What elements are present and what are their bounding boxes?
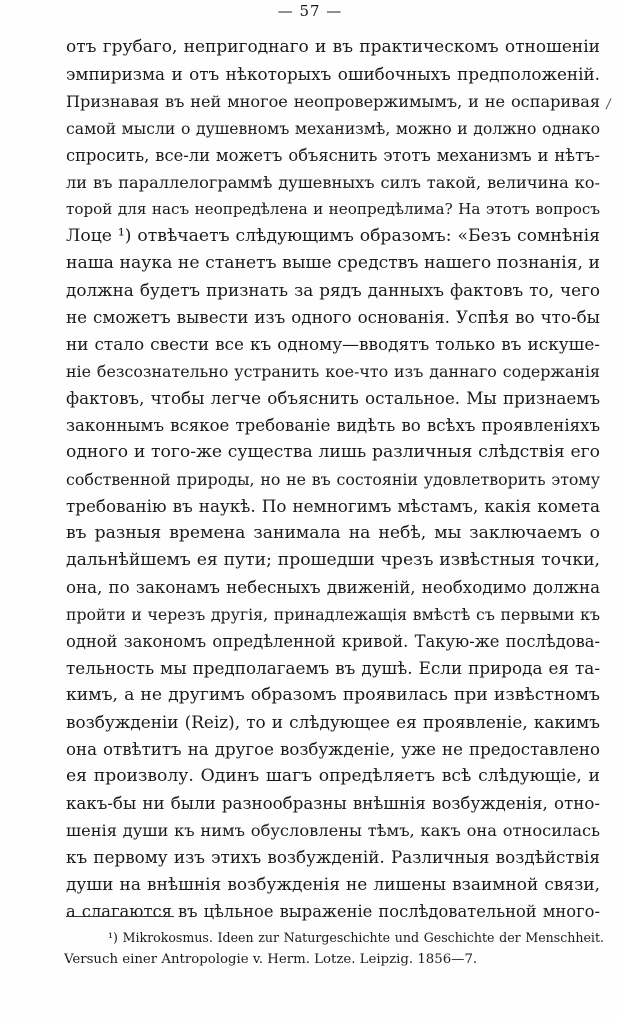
- text-line: возбужденіи (Reiz), то и слѣдующее ея проявленіе, какимъ: [66, 712, 600, 732]
- text-line: дальнѣйшемъ ея пути; прошедши чрезъ извѣстныя точки,: [66, 550, 600, 570]
- text-line: тельность мы предполагаемъ въ душѣ. Если природа ея та-: [66, 658, 600, 678]
- text-line: самой мысли о душевномъ механизмѣ, можно и должно однако: [66, 119, 600, 138]
- text-line: въ разныя времена занимала на небѣ, мы заключаемъ о: [66, 523, 600, 543]
- text-line: законнымъ всякое требованіе видѣть во всѣхъ проявленіяхъ: [66, 416, 600, 435]
- footnote: [64, 927, 604, 971]
- text-line: ли въ параллелограммѣ душевныхъ силъ такой, величина ко-: [66, 173, 600, 192]
- text-line: эмпиризма и отъ нѣкоторыхъ ошибочныхъ предположеній.: [66, 64, 600, 84]
- text-line: ни стало свести все къ одному—вводятъ только въ искуше-: [66, 334, 600, 354]
- text-line: требованію въ наукѣ. По немногимъ мѣстамъ, какія комета: [66, 496, 600, 516]
- text-line: къ первому изъ этихъ возбужденій. Различныя воздѣйствія: [66, 847, 600, 867]
- body-text: [66, 34, 600, 925]
- text-line: а слагаются въ цѣльное выраженіе послѣдовательной много-: [66, 902, 600, 921]
- text-line: собственной природы, но не въ состояніи удовлетворить этому: [66, 470, 600, 489]
- text-line: она отвѣтитъ на другое возбужденіе, уже не предоставлено: [66, 740, 600, 759]
- text-line: ніе безсознательно устранить кое-что изъ даннаго содержанія: [66, 362, 600, 381]
- footnote-divider: [66, 916, 174, 917]
- text-line: торой для насъ неопредѣлена и неопредѣлима? На этотъ вопросъ: [66, 200, 600, 218]
- text-line: она, по законамъ небесныхъ движеній, необходимо должна: [66, 578, 600, 597]
- text-line: не сможетъ вывести изъ одного основанія. Успѣя во что-бы: [66, 307, 600, 327]
- text-line: души на внѣшнія возбужденія не лишены взаимной связи,: [66, 874, 600, 894]
- text-line: Лоце ¹) отвѣчаетъ слѣдующимъ образомъ: «Безъ сомнѣнія: [66, 226, 600, 246]
- text-line: фактовъ, чтобы легче объяснить остальное. Мы признаемъ: [66, 388, 600, 408]
- text-line: какъ-бы ни были разнообразны внѣшнія возбужденія, отно-: [66, 794, 600, 813]
- margin-mark: [606, 98, 613, 110]
- text-line: кимъ, а не другимъ образомъ проявилась при извѣстномъ: [66, 685, 600, 705]
- text-line: шенія души къ нимъ обусловлены тѣмъ, какъ она относилась: [66, 821, 600, 840]
- text-line: Признавая въ ней многое неопровержимымъ, и не оспаривая: [66, 92, 600, 111]
- footnote-line: Versuch einer Antropologie v. Herm. Lotze. Leipzig. 1856—7.: [64, 952, 478, 967]
- text-line: одной закономъ опредѣленной кривой. Такую-же послѣдова-: [66, 632, 600, 651]
- text-line: наша наука не станетъ выше средствъ нашего познанія, и: [66, 253, 600, 273]
- text-line: спросить, все-ли можетъ объяснить этотъ механизмъ и нѣтъ-: [66, 146, 600, 165]
- text-line: ея произволу. Одинъ шагъ опредѣляетъ всѣ слѣдующіе, и: [66, 766, 600, 786]
- text-line: должна будетъ признать за рядъ данныхъ фактовъ то, чего: [66, 280, 600, 300]
- text-line: одного и того-же существа лишь различныя слѣдствія его: [66, 442, 600, 462]
- text-line: пройти и черезъ другія, принадлежащія вмѣстѣ съ первыми къ: [66, 605, 600, 624]
- footnote-line: ¹) Mikrokosmus. Ideen zur Naturgeschichte und Geschichte der Menschheit.: [108, 930, 604, 945]
- text-line: отъ грубаго, непригоднаго и въ практическомъ отношеніи: [66, 37, 600, 57]
- page-number: — 57 —: [277, 2, 343, 20]
